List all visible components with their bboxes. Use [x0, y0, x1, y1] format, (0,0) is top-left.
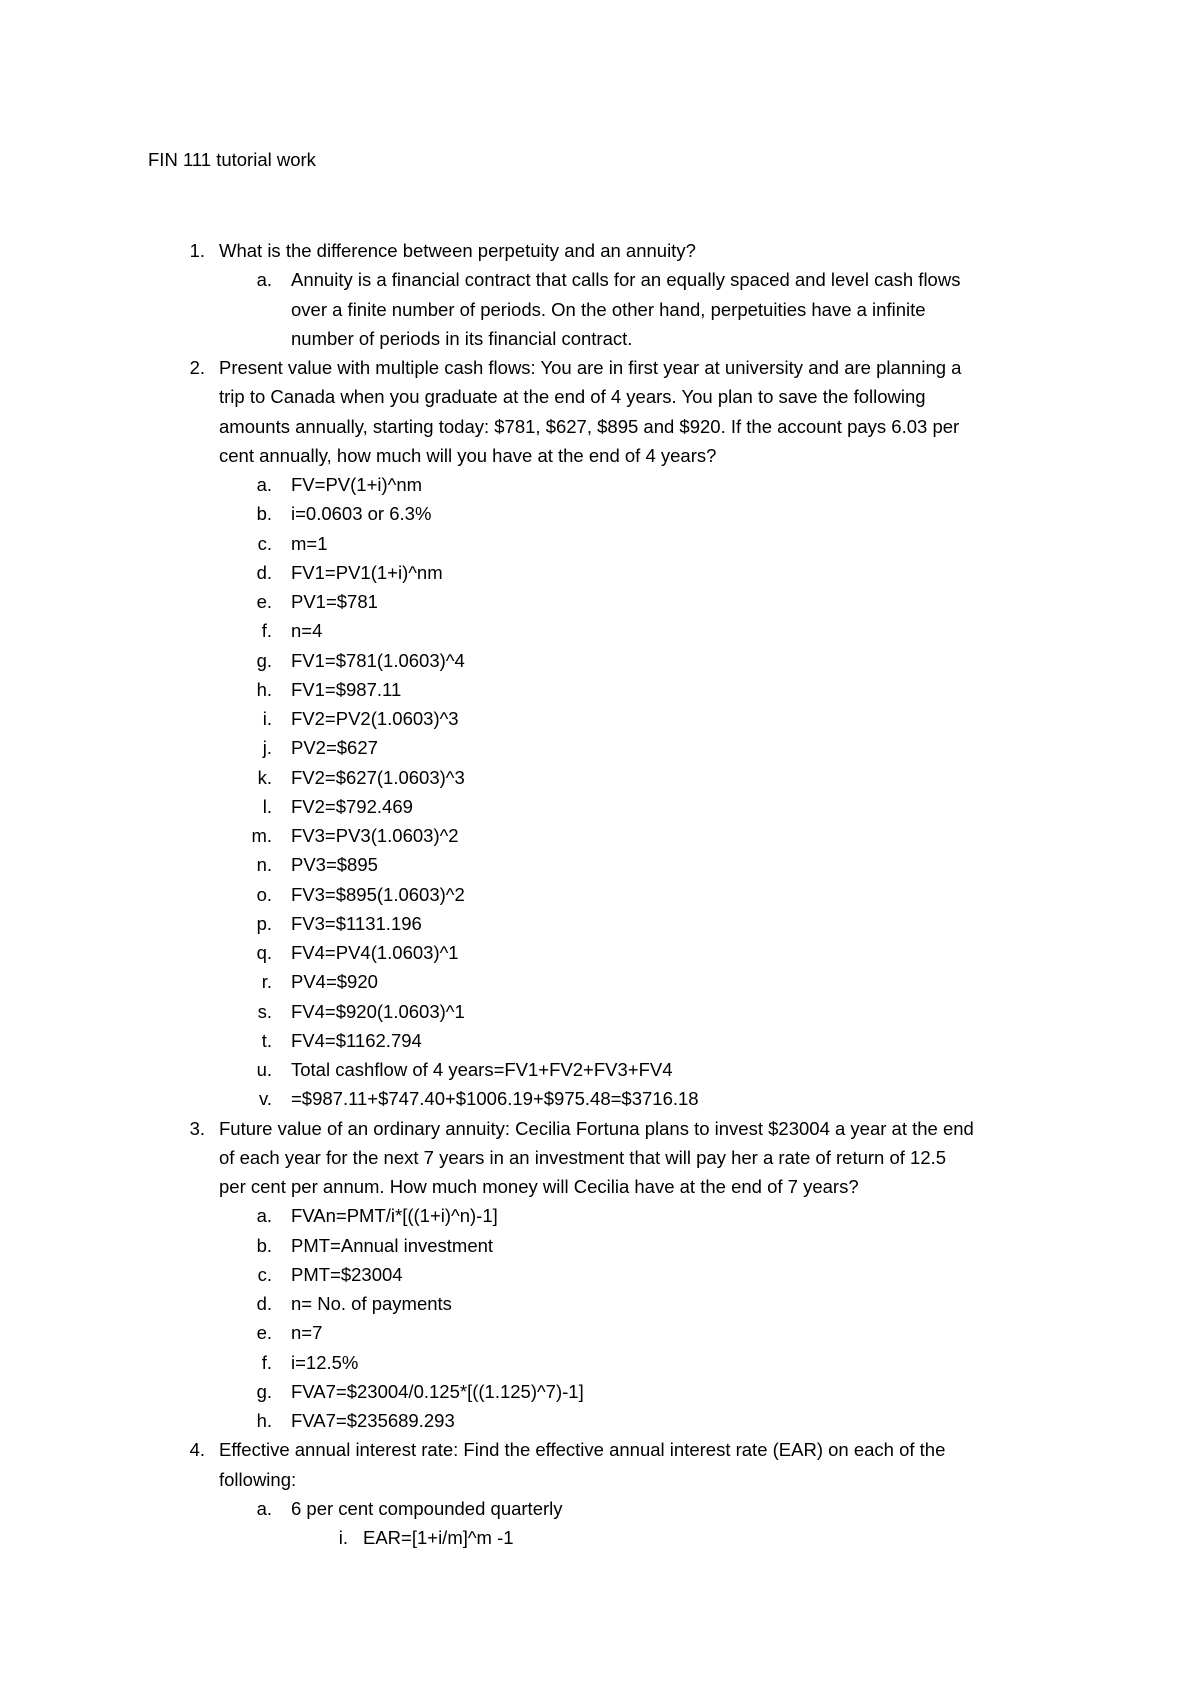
list-text: Annuity is a financial contract that calls for an equally spaced and level cash flows: [291, 269, 961, 291]
list-marker: p.: [256, 912, 272, 934]
list-text: FV1=PV1(1+i)^nm: [291, 561, 443, 583]
list-text: PV4=$920: [291, 971, 378, 993]
list-text: i=0.0603 or 6.3%: [291, 503, 432, 525]
list-text: =$987.11+$747.40+$1006.19+$975.48=$3716.18: [291, 1088, 699, 1110]
answer-item: [0, 529, 1200, 558]
list-text: FV3=$895(1.0603)^2: [291, 883, 465, 905]
list-text: n= No. of payments: [291, 1293, 452, 1314]
question-line: [0, 382, 1200, 411]
list-marker: n.: [256, 854, 272, 876]
list-text: cent annually, how much will you have at the end of 4 years?: [219, 444, 717, 466]
list-marker: t.: [261, 1029, 272, 1051]
list-text: FV3=PV3(1.0603)^2: [291, 825, 459, 846]
answer-item: [0, 295, 1200, 324]
list-text: FV3=$1131.196: [291, 912, 422, 934]
list-text: FV1=$987.11: [291, 678, 402, 700]
list-marker: f.: [261, 620, 272, 642]
question-line: [0, 1143, 1200, 1172]
answer-item: [0, 792, 1200, 821]
list-text: EAR=[1+i/m]^m -1: [363, 1527, 514, 1548]
list-text: FV=PV(1+i)^nm: [291, 474, 423, 495]
question-line: [0, 353, 1200, 382]
list-marker: c.: [257, 1263, 272, 1285]
list-text: FV2=$627(1.0603)^3: [291, 766, 465, 788]
answer-item: [0, 646, 1200, 675]
answer-item: [0, 470, 1200, 499]
answer-item: [0, 616, 1200, 645]
list-text: of each year for the next 7 years in an investment that will pay her a rate of return of 12.5: [219, 1146, 947, 1168]
list-marker: i.: [338, 1527, 348, 1548]
list-text: FV2=$792.469: [291, 795, 413, 817]
question-line: [0, 441, 1200, 470]
answer-item: [0, 1348, 1200, 1377]
list-text: FVA7=$235689.293: [291, 1410, 455, 1431]
list-text: FV4=PV4(1.0603)^1: [291, 942, 459, 963]
list-marker: b.: [256, 503, 272, 525]
list-text: 6 per cent compounded quarterly: [291, 1497, 563, 1519]
list-marker: q.: [256, 942, 272, 963]
list-text: What is the difference between perpetuity and an annuity?: [219, 240, 696, 261]
list-marker: d.: [256, 1293, 272, 1314]
list-text: Total cashflow of 4 years=FV1+FV2+FV3+FV4: [291, 1059, 673, 1080]
question-line: [0, 1114, 1200, 1143]
list-marker: i.: [262, 708, 272, 729]
list-text: per cent per annum. How much money will Cecilia have at the end of 7 years?: [219, 1176, 859, 1197]
list-marker: a.: [256, 1205, 272, 1227]
list-text: FV4=$1162.794: [291, 1029, 422, 1051]
question-line: [0, 412, 1200, 441]
answer-subitem: [0, 1523, 1200, 1552]
question-line: [0, 236, 1200, 265]
list-text: n=4: [291, 620, 323, 642]
answer-item: [0, 1201, 1200, 1230]
list-text: trip to Canada when you graduate at the end of 4 years. You plan to save the following: [219, 386, 926, 408]
list-text: over a finite number of periods. On the other hand, perpetuities have a infinite: [291, 298, 926, 320]
list-text: FVAn=PMT/i*[((1+i)^n)-1]: [291, 1205, 498, 1227]
answer-item: [0, 1231, 1200, 1260]
answer-item: [0, 1026, 1200, 1055]
answer-item: [0, 675, 1200, 704]
list-text: FV1=$781(1.0603)^4: [291, 649, 465, 671]
answer-item: [0, 1318, 1200, 1347]
answer-item: [0, 587, 1200, 616]
answer-item: [0, 324, 1200, 353]
list-text: FV2=PV2(1.0603)^3: [291, 708, 459, 729]
list-text: FVA7=$23004/0.125*[((1.125)^7)-1]: [291, 1380, 584, 1402]
answer-item: [0, 733, 1200, 762]
list-marker: u.: [256, 1059, 272, 1080]
list-marker: e.: [256, 591, 272, 612]
answer-item: [0, 1289, 1200, 1318]
list-text: FV4=$920(1.0603)^1: [291, 1000, 465, 1022]
answer-item: [0, 1406, 1200, 1435]
list-marker: r.: [261, 971, 272, 993]
answer-item: [0, 763, 1200, 792]
answer-item: [0, 1084, 1200, 1113]
list-marker: o.: [256, 883, 272, 905]
list-text: Present value with multiple cash flows: You are in first year at university and are planning a: [219, 357, 962, 378]
answer-item: [0, 880, 1200, 909]
list-text: m=1: [291, 532, 328, 554]
list-marker: 1.: [189, 240, 205, 261]
list-marker: l.: [262, 795, 272, 817]
list-text: Effective annual interest rate: Find the effective annual interest rate (EAR) on each of the: [219, 1439, 946, 1461]
list-marker: 3.: [189, 1117, 205, 1139]
document-body: [0, 236, 1200, 1552]
answer-item: [0, 850, 1200, 879]
question-line: [0, 1435, 1200, 1464]
list-marker: h.: [256, 1410, 272, 1431]
list-marker: d.: [256, 561, 272, 583]
list-marker: c.: [257, 532, 272, 554]
answer-item: [0, 938, 1200, 967]
list-marker: g.: [256, 1380, 272, 1402]
list-text: number of periods in its financial contract.: [291, 327, 633, 349]
answer-item: [0, 1055, 1200, 1084]
list-marker: v.: [258, 1088, 272, 1110]
list-marker: m.: [251, 825, 272, 846]
answer-item: [0, 1377, 1200, 1406]
list-text: amounts annually, starting today: $781, $627, $895 and $920. If the account pays 6.03 per: [219, 415, 960, 437]
answer-item: [0, 499, 1200, 528]
list-marker: 4.: [189, 1439, 205, 1461]
answer-item: [0, 909, 1200, 938]
list-text: i=12.5%: [291, 1351, 359, 1373]
list-text: PV2=$627: [291, 737, 378, 759]
answer-item: [0, 997, 1200, 1026]
list-text: following:: [219, 1468, 297, 1490]
question-line: [0, 1465, 1200, 1494]
list-marker: a.: [256, 269, 272, 291]
answer-item: [0, 821, 1200, 850]
list-marker: h.: [256, 678, 272, 700]
list-marker: e.: [256, 1322, 272, 1344]
answer-item: [0, 558, 1200, 587]
page-title: FIN 111 tutorial work: [148, 149, 316, 170]
list-marker: j.: [262, 737, 272, 759]
list-text: PMT=$23004: [291, 1263, 403, 1285]
list-text: Future value of an ordinary annuity: Cecilia Fortuna plans to invest $23004 a year at the end: [219, 1117, 974, 1139]
list-marker: f.: [261, 1351, 272, 1373]
answer-item: [0, 967, 1200, 996]
list-marker: g.: [256, 649, 272, 671]
answer-item: [0, 265, 1200, 294]
list-text: PMT=Annual investment: [291, 1234, 494, 1256]
list-text: PV3=$895: [291, 854, 378, 876]
list-marker: 2.: [189, 357, 205, 378]
answer-item: [0, 704, 1200, 733]
list-marker: k.: [257, 766, 272, 788]
question-line: [0, 1172, 1200, 1201]
list-marker: s.: [257, 1000, 272, 1022]
list-marker: b.: [256, 1234, 272, 1256]
answer-item: [0, 1494, 1200, 1523]
list-text: PV1=$781: [291, 591, 378, 612]
list-marker: a.: [256, 474, 272, 495]
answer-item: [0, 1260, 1200, 1289]
list-marker: a.: [256, 1497, 272, 1519]
list-text: n=7: [291, 1322, 323, 1344]
